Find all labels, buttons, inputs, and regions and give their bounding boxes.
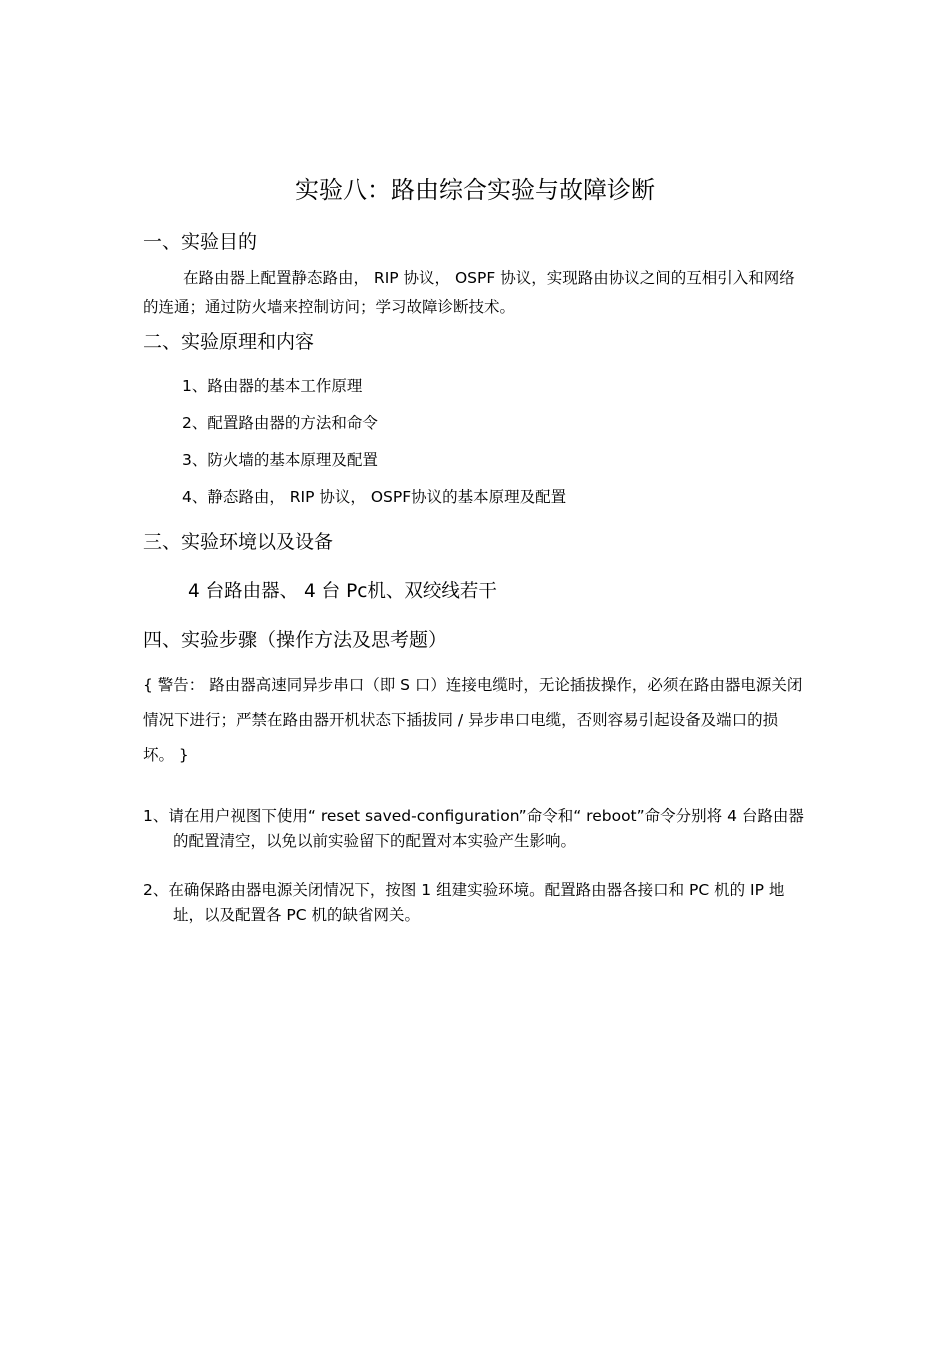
principle-item: 3、防火墙的基本原理及配置 xyxy=(182,451,378,469)
step-item: 1、请在用户视图下使用“ reset saved-configuration”命令和“ reboot”命令分别将 4 台路由器的配置清空，以免以前实验留下的配置对本实验产生影响。 xyxy=(143,807,804,850)
section-heading-principles: 二、实验原理和内容 xyxy=(143,331,315,353)
principle-item: 4、静态路由， RIP 协议， OSPF协议的基本原理及配置 xyxy=(182,488,567,506)
section-heading-purpose: 一、实验目的 xyxy=(143,231,258,253)
section-heading-steps: 四、实验步骤（操作方法及思考题） xyxy=(143,629,448,651)
purpose-paragraph: 在路由器上配置静态路由， RIP 协议， OSPF 协议，实现路由协议之间的互相引入和网络的连通；通过防火墙来控制访问；学习故障诊断技术。 xyxy=(143,269,795,316)
warning-note: { 警告： 路由器高速同异步串口（即 S 口）连接电缆时，无论插拔操作，必须在路由器电源关闭情况下进行；严禁在路由器开机状态下插拔同 / 异步串口电缆，否则容易引起设备及端口的损坏。 } xyxy=(143,676,803,764)
step-item: 2、在确保路由器电源关闭情况下，按图 1 组建实验环境。配置路由器各接口和 PC 机的 IP 地址，以及配置各 PC 机的缺省网关。 xyxy=(143,881,785,924)
section-heading-environment: 三、实验环境以及设备 xyxy=(143,531,334,553)
document-title: 实验八：路由综合实验与故障诊断 xyxy=(295,176,655,204)
principle-item: 1、路由器的基本工作原理 xyxy=(182,377,363,395)
equipment-list: 4 台路由器、 4 台 Pc机、双绞线若干 xyxy=(188,581,497,602)
principle-item: 2、配置路由器的方法和命令 xyxy=(182,414,378,432)
